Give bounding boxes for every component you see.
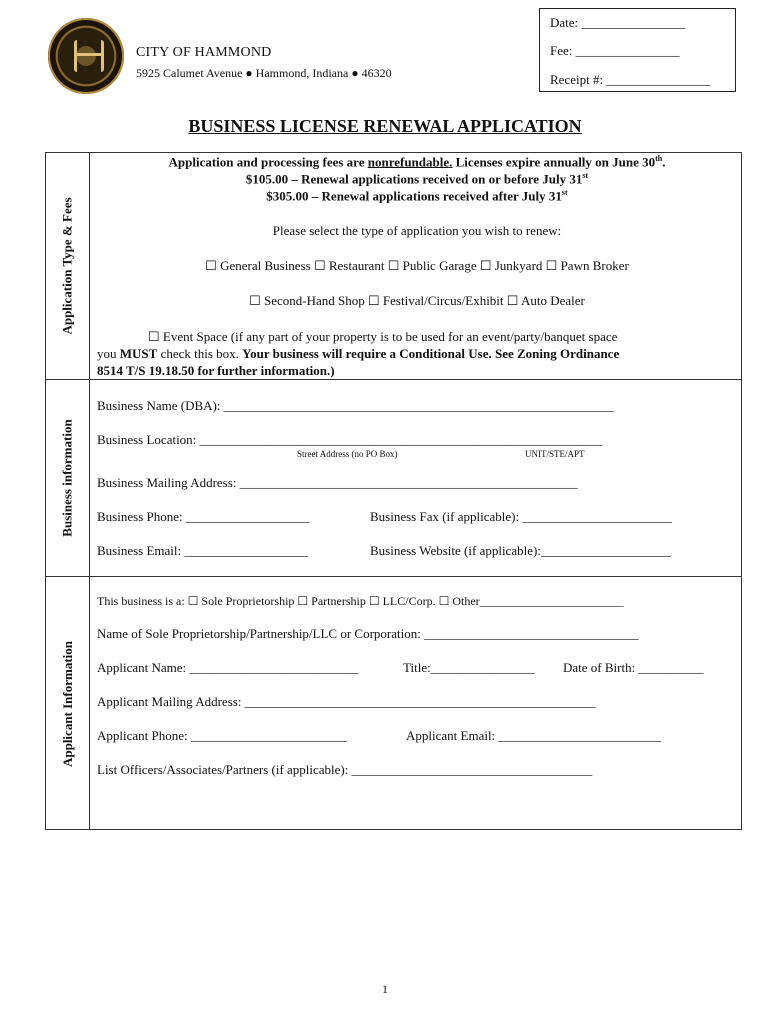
page-number: 1 — [382, 982, 388, 996]
page-title: BUSINESS LICENSE RENEWAL APPLICATION — [188, 116, 582, 136]
business-fax-field[interactable]: Business Fax (if applicable): _______________________ — [370, 509, 672, 524]
business-name-field[interactable]: Business Name (DBA): ____________________________________________________________ — [97, 398, 614, 413]
side-column-divider — [89, 152, 90, 830]
seal-emblem-icon — [74, 40, 104, 72]
fee-renewal-late: $305.00 – Renewal applications received after July 31st — [266, 188, 568, 204]
fee-field[interactable]: Fee: ________________ — [550, 43, 680, 58]
entity-name-field[interactable]: Name of Sole Proprietorship/Partnership/LLC or Corporation: _________________________________ — [97, 626, 639, 641]
application-type-prompt: Please select the type of application you wish to renew: — [272, 223, 562, 238]
business-type-checkboxes[interactable]: This business is a: ☐ Sole Proprietorship ☐ Partnership ☐ LLC/Corp. ☐ Other________________________ — [97, 594, 624, 608]
fees-notice: Application and processing fees are nonrefundable. Licenses expire annually on June 30th. — [168, 154, 666, 170]
city-address: 5925 Calumet Avenue ● Hammond, Indiana ● 46320 — [136, 66, 392, 80]
application-type-options-row-1[interactable]: ☐ General Business ☐ Restaurant ☐ Public Garage ☐ Junkyard ☐ Pawn Broker — [205, 258, 629, 273]
unit-hint: UNIT/STE/APT — [525, 449, 585, 459]
business-location-field[interactable]: Business Location: ______________________________________________________________ — [97, 432, 603, 447]
city-seal-logo — [48, 18, 124, 94]
receipt-field[interactable]: Receipt #: ________________ — [550, 72, 711, 87]
date-field[interactable]: Date: ________________ — [550, 15, 686, 30]
section-divider-2 — [45, 576, 742, 577]
side-label-business-info: Business information — [60, 419, 76, 537]
event-space-notice: you MUST check this box. Your business will require a Conditional Use. See Zoning Ordinance — [97, 346, 620, 361]
applicant-email-field[interactable]: Applicant Email: _________________________ — [406, 728, 661, 743]
section-divider-1 — [45, 379, 742, 380]
date-of-birth-field[interactable]: Date of Birth: __________ — [563, 660, 704, 675]
side-label-application-type: Application Type & Fees — [60, 196, 76, 335]
event-space-checkbox[interactable]: ☐ Event Space (if any part of your property is to be used for an event/party/banquet space — [148, 329, 618, 344]
business-mailing-address-field[interactable]: Business Mailing Address: ____________________________________________________ — [97, 475, 578, 490]
business-email-field[interactable]: Business Email: ___________________ — [97, 543, 308, 558]
applicant-name-field[interactable]: Applicant Name: __________________________ — [97, 660, 359, 675]
application-type-options-row-2[interactable]: ☐ Second-Hand Shop ☐ Festival/Circus/Exhibit ☐ Auto Dealer — [249, 293, 585, 308]
zoning-ordinance-note: 8514 T/S 19.18.50 for further information.) — [97, 363, 335, 378]
fee-renewal-on-time: $105.00 – Renewal applications received on or before July 31st — [245, 171, 589, 187]
applicant-phone-field[interactable]: Applicant Phone: ________________________ — [97, 728, 347, 743]
city-name: CITY OF HAMMOND — [136, 45, 272, 60]
business-phone-field[interactable]: Business Phone: ___________________ — [97, 509, 310, 524]
street-address-hint: Street Address (no PO Box) — [297, 449, 398, 459]
applicant-mailing-address-field[interactable]: Applicant Mailing Address: ______________________________________________________ — [97, 694, 596, 709]
office-use-box — [539, 8, 736, 92]
officers-field[interactable]: List Officers/Associates/Partners (if applicable): _____________________________________ — [97, 762, 593, 777]
applicant-title-field[interactable]: Title:________________ — [403, 660, 535, 675]
side-label-applicant-info: Applicant Information — [60, 640, 76, 767]
business-website-field[interactable]: Business Website (if applicable):____________________ — [370, 543, 671, 558]
